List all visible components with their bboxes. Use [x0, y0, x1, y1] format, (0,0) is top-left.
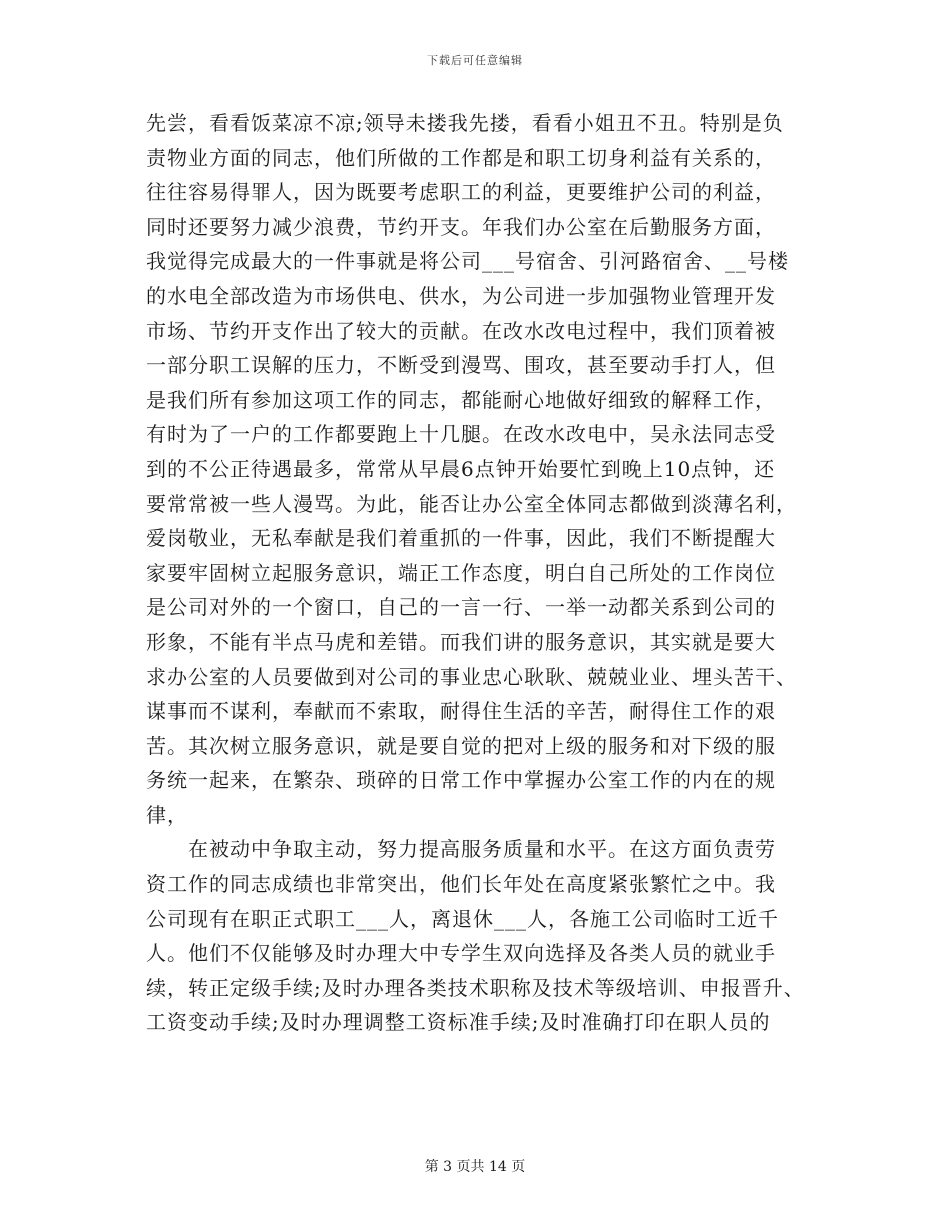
text-line: 先尝，看看饭菜凉不凉;领导未搂我先搂，看看小姐丑不丑。特别是负	[146, 111, 784, 135]
text-line: 市场、节约开支作出了较大的贡献。在改水改电过程中，我们顶着被	[146, 318, 776, 343]
text-line: 形象，不能有半点马虎和差错。而我们讲的服务意识，其实就是要大	[146, 629, 776, 654]
text-line: 是公司对外的一个窗口，自己的一言一行、一举一动都关系到公司的	[146, 595, 776, 620]
text-line: 我觉得完成最大的一件事就是将公司___号宿舍、引河路宿舍、__号楼	[146, 249, 789, 274]
text-line: 爱岗敬业，无私奉献是我们着重抓的一件事，因此，我们不断提醒大	[146, 526, 776, 551]
text-line: 资工作的同志成绩也非常突出，他们长年处在高度紧张繁忙之中。我	[146, 872, 776, 897]
document-body	[146, 106, 806, 1040]
text-line: 要常常被一些人漫骂。为此，能否让办公室全体同志都做到淡薄名利，	[146, 491, 797, 516]
text-line: 同时还要努力减少浪费，节约开支。年我们办公室在后勤服务方面，	[146, 214, 776, 239]
text-line: 工资变动手续;及时办理调整工资标准手续;及时准确打印在职人员的	[146, 1010, 771, 1035]
text-line: 律，	[146, 802, 188, 827]
text-line: 有时为了一户的工作都要跑上十几腿。在改水改电中，吴永法同志受	[146, 422, 776, 447]
text-line: 往往容易得罪人，因为既要考虑职工的利益，更要维护公司的利益，	[146, 180, 776, 205]
page-number-footer: 第 3 页共 14 页	[424, 1159, 526, 1175]
text-line: 到的不公正待遇最多，常常从早晨6点钟开始要忙到晚上10点钟，还	[146, 456, 776, 481]
text-line: 苦。其次树立服务意识，就是要自觉的把对上级的服务和对下级的服	[146, 733, 776, 758]
text-line: 续，转正定级手续;及时办理各类技术职称及技术等级培训、申报晋升、	[146, 975, 805, 1000]
text-line: 务统一起来，在繁杂、琐碎的日常工作中掌握办公室工作的内在的规	[146, 768, 776, 793]
paragraph-first-line: 在被动中争取主动，努力提高服务质量和水平。在这方面负责劳	[188, 837, 776, 862]
page-header: 下载后可任意编辑	[427, 54, 523, 67]
text-line: 是我们所有参加这项工作的同志，都能耐心地做好细致的解释工作，	[146, 387, 776, 412]
text-line: 谋事而不谋利，奉献而不索取，耐得住生活的辛苦，耐得住工作的艰	[146, 699, 776, 724]
text-line: 人。他们不仅能够及时办理大中专学生双向选择及各类人员的就业手	[146, 941, 776, 966]
text-line: 公司现有在职正式职工___人，离退休___人，各施工公司临时工近千	[146, 906, 779, 931]
text-line: 的水电全部改造为市场供电、供水，为公司进一步加强物业管理开发	[146, 283, 776, 308]
text-line: 求办公室的人员要做到对公司的事业忠心耿耿、兢兢业业、埋头苦干、	[146, 664, 797, 689]
text-line: 一部分职工误解的压力，不断受到漫骂、围攻，甚至要动手打人，但	[146, 353, 776, 378]
text-line: 家要牢固树立起服务意识，端正工作态度，明白自己所处的工作岗位	[146, 560, 776, 585]
text-line: 责物业方面的同志，他们所做的工作都是和职工切身利益有关系的，	[146, 145, 776, 170]
